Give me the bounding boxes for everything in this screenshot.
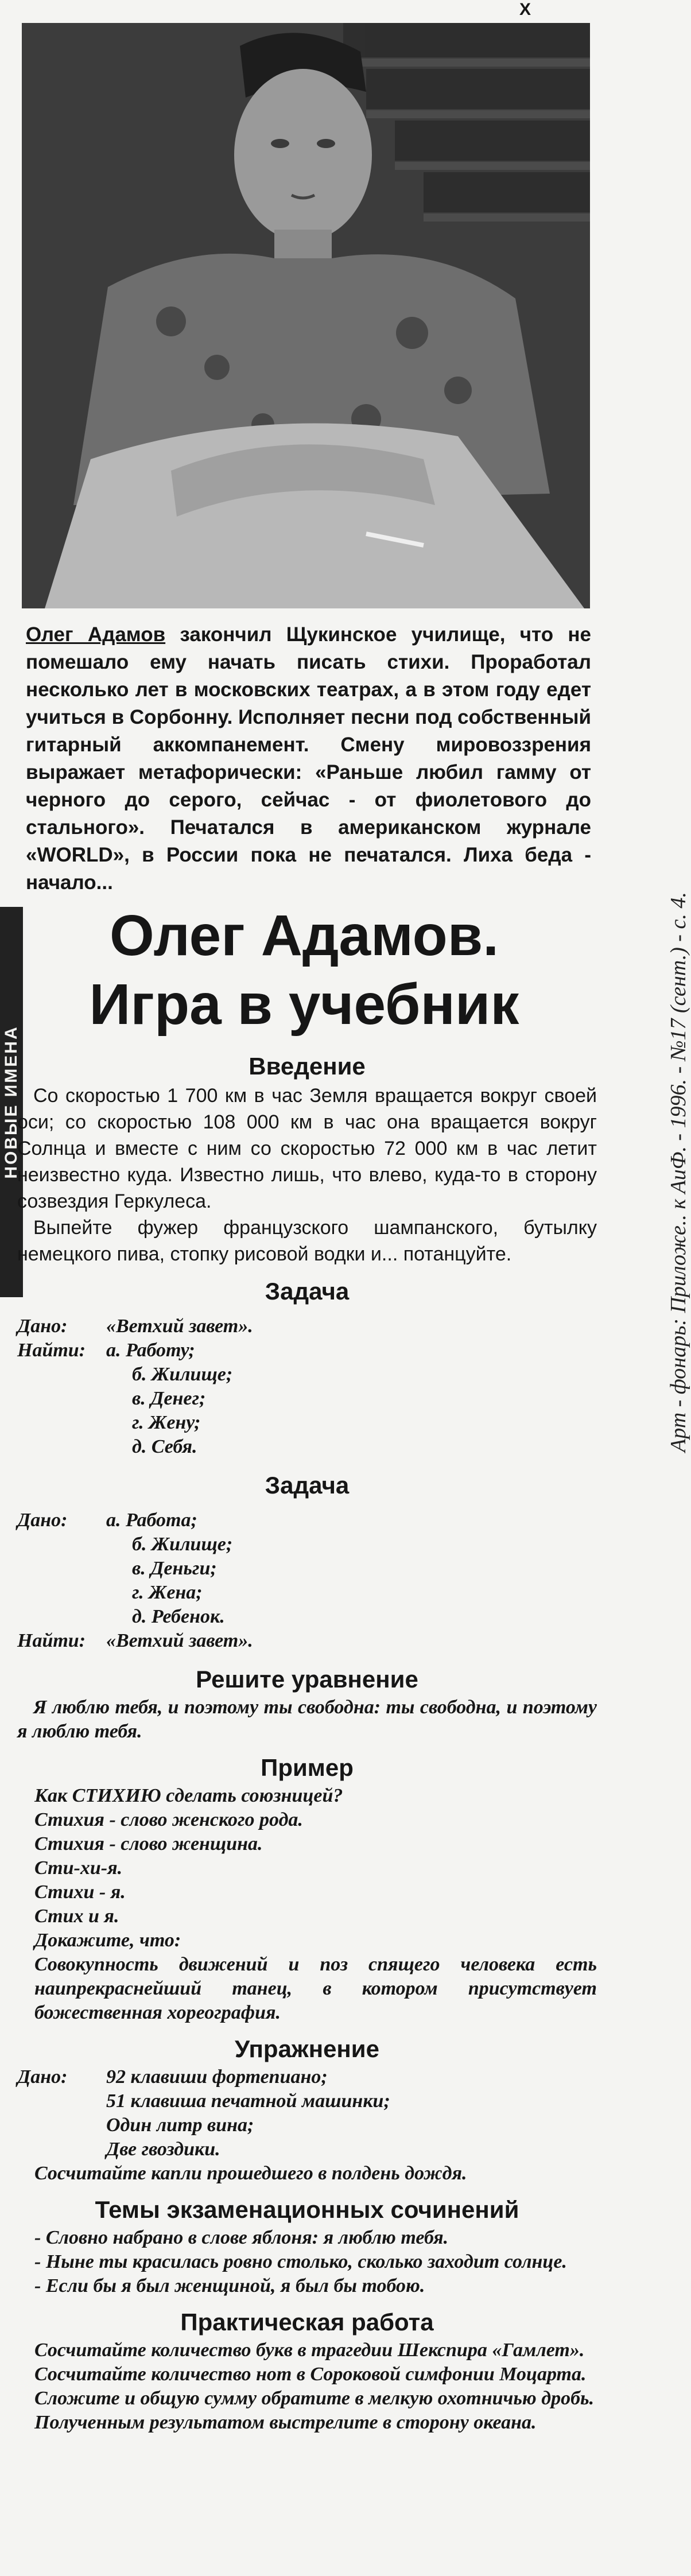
task-1: [17, 1275, 597, 1459]
theme-item: - Если бы я был женщиной, я был бы тобою.: [34, 2275, 425, 2296]
exercise-task: Сосчитайте капли прошедшего в полдень дождя.: [34, 2163, 467, 2184]
example-line: Стих и я.: [34, 1906, 119, 1927]
exercise-item: 51 клавиша печатной машинки;: [106, 2090, 390, 2112]
equation-title: Решите уравнение: [196, 1666, 418, 1693]
themes-section: [17, 2194, 597, 2298]
example-title: Пример: [261, 1754, 354, 1781]
intro-paragraph-2: Выпейте фужер французского шампанского, бутылку немецкого пива, стопку рисовой водки и... потанцуйте.: [17, 1217, 597, 1265]
equation-text: Я люблю тебя, и поэтому ты свободна: ты свободна, и поэтому я люблю тебя.: [17, 1697, 597, 1742]
example-line: Стихи - я.: [34, 1881, 126, 1903]
task-1-item: б. Жилище;: [132, 1364, 233, 1385]
exercise-title: Упражнение: [235, 2035, 379, 2062]
example-line: Стихия - слово женского рода.: [34, 1809, 303, 1830]
task-1-title: Задача: [265, 1278, 350, 1305]
equation-section: [17, 1663, 597, 1744]
intro-section: [17, 1050, 597, 1267]
article-body: [17, 1050, 597, 2435]
example-section: [17, 1752, 597, 2025]
task-1-item: в. Денег;: [132, 1388, 206, 1409]
corner-mark: Х: [519, 0, 531, 19]
theme-item: - Ныне ты красилась ровно столько, сколько заходит солнце.: [34, 2251, 567, 2272]
task-2-najti-label: Найти:: [17, 1630, 86, 1651]
exercise-dano-label: Дано:: [17, 2066, 68, 2088]
example-line: Как СТИХИЮ сделать союзницей?: [34, 1785, 343, 1806]
handwritten-source-note: Арт - фонарь: Приложе.. к АиФ. - 1996. - №17 (сент.) - с. 4.: [666, 892, 690, 1452]
headline-line-2: Игра в учебник: [89, 972, 519, 1037]
task-2: [17, 1469, 597, 1653]
task-1-item: д. Себя.: [132, 1436, 197, 1457]
example-proof: Совокупность движений и поз спящего человека есть наипрекраснейший танец, в котором присутствует божественная хореография.: [34, 1954, 597, 2023]
task-1-item: а. Работу;: [106, 1340, 195, 1361]
task-2-item: б. Жилище;: [132, 1534, 233, 1555]
task-2-item: г. Жена;: [132, 1582, 203, 1603]
practice-item: Полученным результатом выстрелите в сторону океана.: [34, 2412, 537, 2433]
caption-lead: Олег Адамов: [26, 623, 166, 646]
article-headline: [34, 901, 574, 1039]
practice-item: Сосчитайте количество нот в Сороковой симфонии Моцарта.: [34, 2364, 587, 2385]
task-1-najti-label: Найти:: [17, 1340, 86, 1361]
exercise-item: 92 клавиши фортепиано;: [106, 2066, 328, 2088]
task-2-najti: «Ветхий завет».: [106, 1630, 253, 1651]
task-2-title: Задача: [265, 1472, 350, 1499]
example-line: Стихия - слово женщина.: [34, 1833, 263, 1855]
example-line: Докажите, что:: [34, 1930, 181, 1951]
exercise-item: Один литр вина;: [106, 2115, 254, 2136]
example-line: Сти-хи-я.: [34, 1857, 123, 1879]
task-2-item: в. Деньги;: [132, 1558, 217, 1579]
practice-title: Практическая работа: [180, 2309, 434, 2336]
practice-section: [17, 2306, 597, 2435]
rubric-label: НОВЫЕ ИМЕНА: [2, 1025, 21, 1179]
practice-item: Сосчитайте количество букв в трагедии Шекспира «Гамлет».: [34, 2340, 585, 2361]
task-2-dano-label: Дано:: [17, 1510, 68, 1531]
headline-line-1: Олег Адамов.: [109, 903, 499, 968]
task-1-dano-label: Дано:: [17, 1316, 68, 1337]
theme-item: - Словно набрано в слове яблоня: я люблю тебя.: [34, 2227, 449, 2248]
task-1-dano: «Ветхий завет».: [106, 1316, 253, 1337]
portrait-photo: [22, 23, 590, 608]
portrait-illustration: [22, 23, 590, 608]
intro-paragraph-1: Со скоростью 1 700 км в час Земля вращается вокруг своей оси; со скоростью 108 000 км в час она вращается вокруг Солнца и вместе с ним со скоростью 72 000 км в час летит неизвестно куда. Известно лишь, что влево, куда-то в сторону созвездия Геркулеса.: [17, 1085, 597, 1212]
photo-caption: [26, 621, 591, 897]
task-2-item: а. Работа;: [106, 1510, 197, 1531]
caption-text: закончил Щукинское училище, что не помешало ему начать писать стихи. Проработал несколько лет в московских театрах, а в этом году едет учиться в Сорбонну. Исполняет песни под собственный гитарный аккомпанемент. Смену мировоззрения выражает метафорически: «Раньше любил гамму от черного до серого, сейчас - от фиолетового до стального». Печатался в американском журнале «WORLD», в России пока не печатался. Лиха беда - начало...: [26, 623, 591, 894]
themes-title: Темы экзаменационных сочинений: [95, 2196, 519, 2223]
task-1-item: г. Жену;: [132, 1412, 201, 1433]
practice-item: Сложите и общую сумму обратите в мелкую охотничью дробь.: [34, 2388, 595, 2409]
exercise-section: [17, 2033, 597, 2186]
intro-title: Введение: [249, 1053, 366, 1080]
exercise-item: Две гвоздики.: [106, 2139, 220, 2160]
task-2-item: д. Ребенок.: [132, 1606, 225, 1627]
